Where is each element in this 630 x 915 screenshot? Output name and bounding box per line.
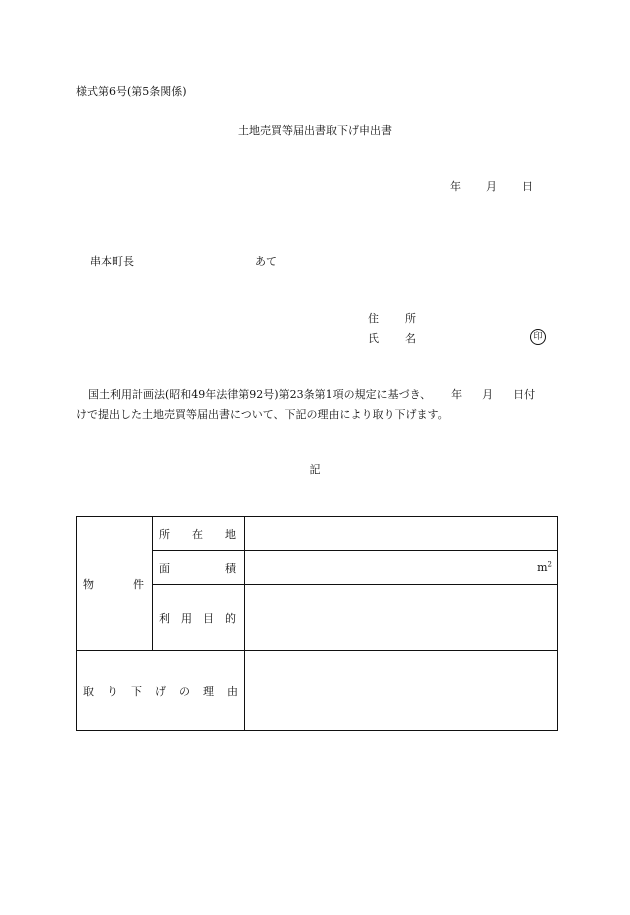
area-unit-sup: 2 xyxy=(547,560,552,569)
property-label xyxy=(77,576,152,592)
property-detail-table xyxy=(76,516,558,731)
reason-char: 理 xyxy=(203,684,214,698)
seal-mark: 印 xyxy=(530,329,546,345)
ki-heading: 記 xyxy=(309,463,321,476)
purpose-label xyxy=(153,610,244,626)
form-number: 様式第6号(第5条関係) xyxy=(76,85,187,98)
property-char: 物 xyxy=(83,577,94,591)
reason-char: 由 xyxy=(227,684,238,698)
name-label-char-1: 氏 xyxy=(368,332,379,345)
location-label-cell xyxy=(153,517,245,551)
date-year-label: 年 xyxy=(450,180,461,193)
applicant-address-label xyxy=(368,312,416,326)
reason-label-cell xyxy=(77,651,245,731)
name-label-char-2: 名 xyxy=(405,332,416,345)
row-reason xyxy=(77,651,558,731)
body-line-1-main: 国土利用計画法(昭和49年法律第92号)第23条第1項の規定に基づき、 xyxy=(88,388,432,401)
location-label xyxy=(153,526,244,542)
date-month-label: 月 xyxy=(486,180,497,193)
reason-char: 下 xyxy=(131,684,142,698)
purpose-char: 的 xyxy=(225,611,236,625)
purpose-char: 利 xyxy=(159,611,170,625)
area-label-cell xyxy=(153,551,245,585)
reason-char: げ xyxy=(155,684,166,698)
body-day-suffix: 日付 xyxy=(513,388,536,401)
addressee-name: 串本町長 xyxy=(90,255,134,268)
row-location xyxy=(77,517,558,551)
location-char: 在 xyxy=(192,527,203,541)
area-char: 面 xyxy=(159,561,170,575)
area-char: 積 xyxy=(225,561,236,575)
body-line-1 xyxy=(76,385,560,405)
document-title: 土地売買等届出書取下げ申出書 xyxy=(238,124,392,137)
body-line-2: けで提出した土地売買等届出書について、下記の理由により取り下げます。 xyxy=(76,408,449,421)
purpose-label-cell xyxy=(153,585,245,651)
property-header-cell xyxy=(77,517,153,651)
purpose-char: 用 xyxy=(181,611,192,625)
location-value-cell[interactable] xyxy=(245,517,558,551)
applicant-name-label xyxy=(368,332,416,346)
reason-char: り xyxy=(107,684,118,698)
reason-value-cell[interactable] xyxy=(245,651,558,731)
purpose-value-cell[interactable] xyxy=(245,585,558,651)
area-value-cell[interactable] xyxy=(245,551,558,585)
reason-label xyxy=(77,683,244,699)
area-unit xyxy=(537,561,552,574)
area-label xyxy=(153,560,244,576)
purpose-char: 目 xyxy=(203,611,214,625)
address-label-char-1: 住 xyxy=(368,312,379,325)
reason-char: の xyxy=(179,684,190,698)
date-day-label: 日 xyxy=(522,180,533,193)
addressee-suffix: あて xyxy=(255,255,277,268)
body-month: 月 xyxy=(482,388,494,401)
body-paragraph xyxy=(76,385,560,425)
area-unit-base: m xyxy=(537,561,548,575)
body-year: 年 xyxy=(451,388,463,401)
location-char: 所 xyxy=(159,527,170,541)
location-char: 地 xyxy=(225,527,236,541)
reason-char: 取 xyxy=(83,684,94,698)
property-char: 件 xyxy=(133,577,144,591)
address-label-char-2: 所 xyxy=(405,312,416,325)
